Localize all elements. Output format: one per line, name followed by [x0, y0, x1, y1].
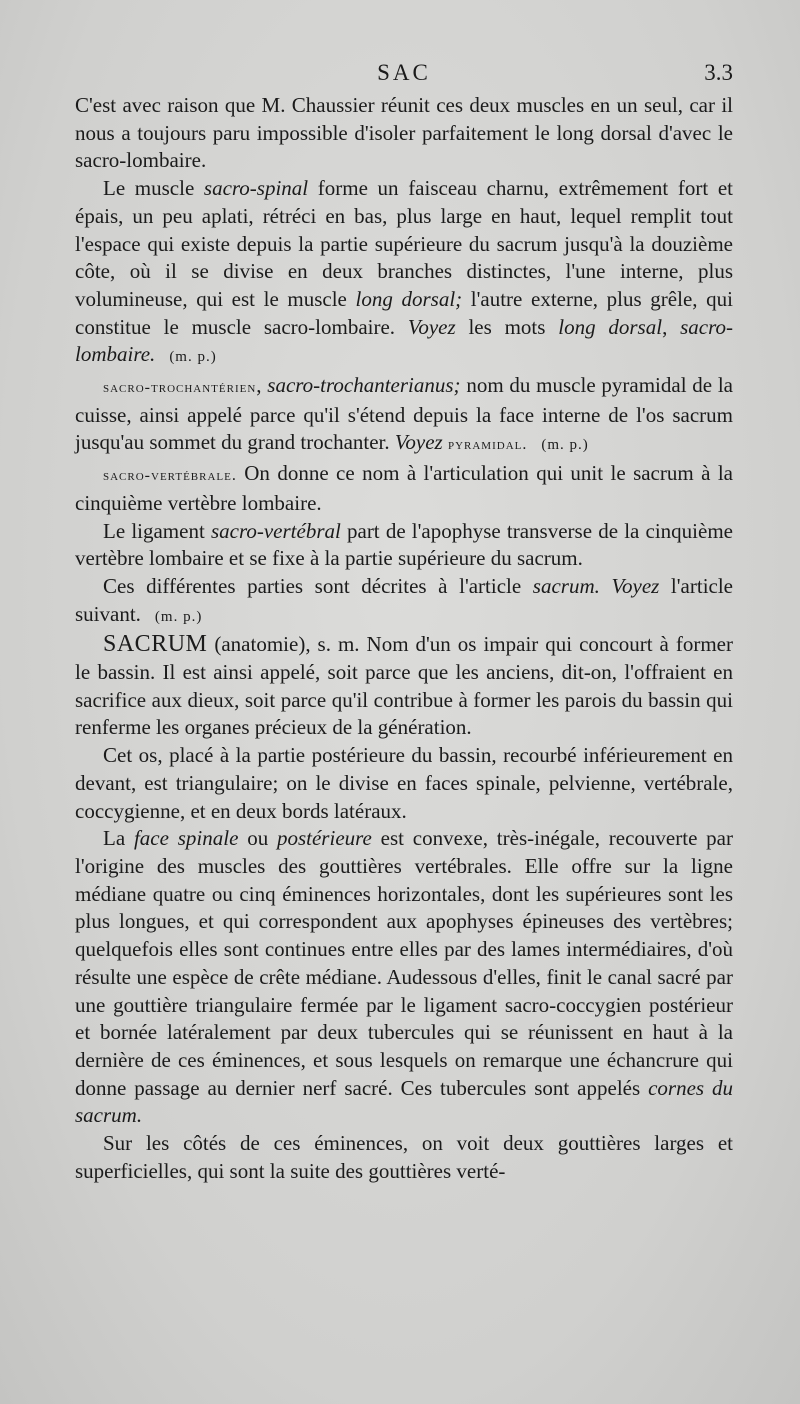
entry-term: sacro-trochantérien	[103, 379, 257, 397]
paragraph	[75, 372, 733, 460]
author-initials: (m. p.)	[169, 349, 217, 366]
text-run: (anatomie), s. m. Nom d'un os impair qui concourt à former le bassin. Il est ainsi appelé, soit parce que les anciens, dit-on, l'offraient en sacrifice aux dieux, soit parce qu'il contribue à former les parois du bassin qui renferme les organes précieux de la génération.	[75, 632, 733, 740]
text-run: Le muscle	[103, 176, 204, 201]
italic-term: cornes du sacrum.	[75, 1075, 733, 1128]
text-run: forme un faisceau charnu, extrêmement fort et épais, un peu aplati, rétréci en bas, plus large en haut, lequel remplit tout l'espace qui existe depuis la partie supérieure du sacrum jusqu'à la douzième côte, où il se divise en deux branches distinctes, l'une interne, plus volumineuse, qui est le muscle	[75, 176, 733, 311]
paragraph	[75, 742, 733, 825]
paragraph	[75, 825, 733, 1130]
paragraph	[75, 573, 733, 631]
text-run: Cet os, placé à la partie postérieure du bassin, recourbé inférieurement en devant, est triangulaire; on le divise en faces spinale, pelvienne, vertébrale, coccygienne, et en deux bords latéraux.	[75, 743, 733, 823]
entry-headword: SACRUM	[103, 631, 208, 658]
entry-term: sacro-vertébrale.	[103, 467, 237, 485]
text-run: ,	[256, 373, 268, 398]
paragraph	[75, 1130, 733, 1185]
italic-term: postérieure	[276, 826, 372, 851]
text-run: part de l'apophyse transverse de la cinquième vertèbre lombaire et se fixe à la partie supérieure du sacrum.	[75, 518, 733, 571]
paragraph	[75, 92, 733, 175]
italic-term: sacro-spinal	[203, 176, 309, 201]
paragraph	[75, 518, 733, 573]
text-run: est convexe, très-inégale, recouverte par l'origine des muscles des gouttières vertébrales. Elle offre sur la ligne médiane quatre ou cinq éminences horizontales, dont les supérieures sont les plus longues, et qui correspondent aux apophyses épineuses des vertèbres; quelquefois elles sont continues entre elles par des lames intermédiaires, d'où résulte une espèce de crête médiane. Audessous d'elles, finit le canal sacré par une gouttière triangulaire fermée par le ligament sacro-coccygien postérieur et bornée latéralement par deux tubercules qui se réunissent en haut à la dernière de ces éminences, et sous lesquels on remarque une échancrure qui donne passage au dernier nerf sacré. Ces tubercules sont appelés	[75, 826, 733, 1100]
text-run: ou	[238, 826, 277, 851]
page-header	[75, 60, 733, 90]
running-title: SAC	[377, 60, 431, 85]
text-run: l'autre externe, plus grêle, qui constitue le muscle sacro-lombaire.	[75, 286, 733, 339]
italic-term: Voyez	[611, 573, 660, 598]
text-run: Le ligament	[103, 518, 211, 543]
author-initials: (m. p.)	[541, 437, 589, 454]
text-run: On donne ce nom à l'articulation qui unit le sacrum à la cinquième vertèbre lombaire.	[75, 461, 733, 515]
paragraph	[75, 175, 733, 372]
text-run: La	[103, 826, 134, 851]
text-run: nom du muscle pyramidal de la cuisse, ainsi appelé parce qu'il s'étend depuis la face interne de l'os sacrum jusqu'au sommet du grand trochanter.	[75, 373, 734, 455]
author-initials: (m. p.)	[154, 608, 203, 625]
text-run: Sur les côtés de ces éminences, on voit deux gouttières larges et superficielles, qui sont la suite des gouttières verté-	[75, 1131, 733, 1183]
text-run: les mots	[455, 314, 559, 339]
text-run: l'article suivant.	[75, 573, 734, 626]
text-run: C'est avec raison que M. Chaussier réunit ces deux muscles en un seul, car il nous a toujours paru impossible d'isoler parfaitement le long dorsal d'avec le sacro-lombaire.	[75, 93, 733, 173]
text-run	[600, 574, 612, 598]
paragraph	[75, 631, 733, 742]
italic-term: sacrum.	[532, 573, 600, 598]
italic-term: long dorsal;	[355, 286, 463, 311]
italic-term: sacro-lombaire.	[75, 314, 734, 367]
italic-term: Voyez	[407, 314, 456, 339]
page-number: 3.3	[704, 60, 733, 85]
paragraph	[75, 460, 733, 517]
italic-term: sacro-vertébral	[210, 518, 341, 543]
italic-term: sacro-trochanterianus;	[267, 373, 461, 398]
body-text	[75, 92, 733, 1185]
italic-term: Voyez	[394, 430, 443, 455]
text-run: Ces différentes parties sont décrites à l'article	[103, 573, 533, 598]
italic-term: face spinale	[133, 826, 239, 851]
text-run: ,	[662, 314, 681, 339]
italic-term: long dorsal	[558, 314, 663, 339]
entry-term: pyramidal.	[447, 436, 528, 454]
